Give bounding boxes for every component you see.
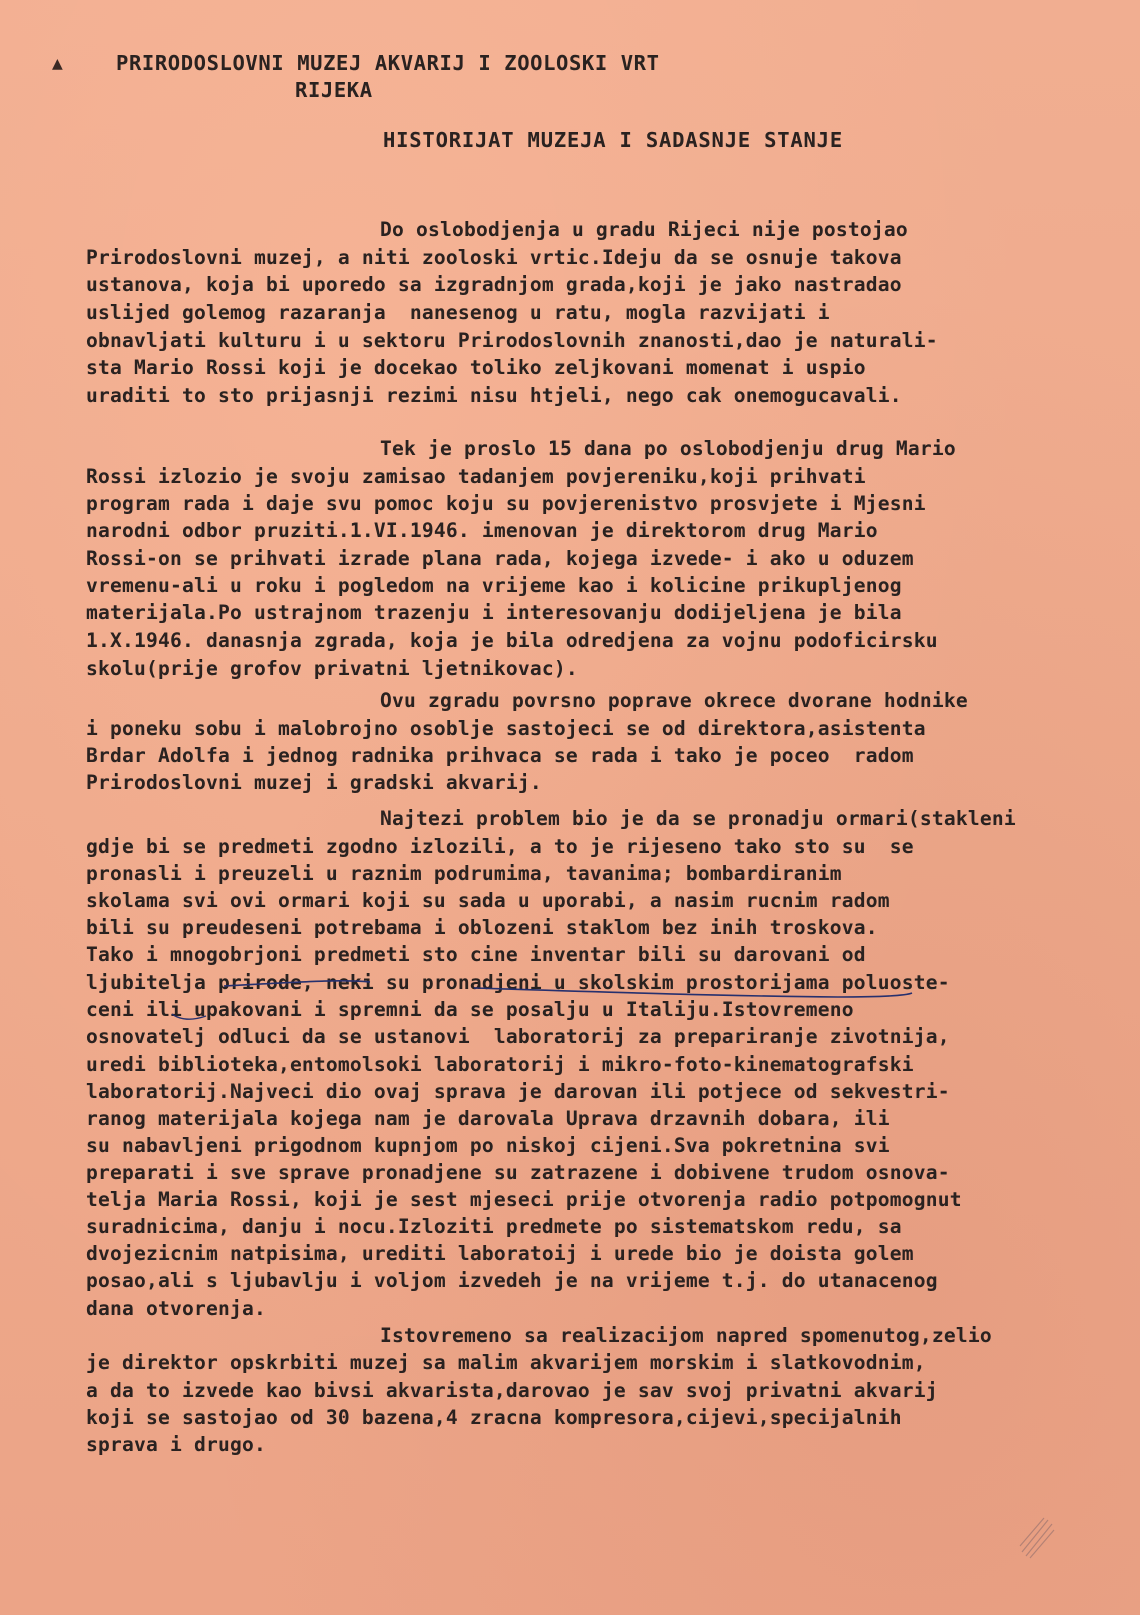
body-line: koji se sastojao od 30 bazena,4 zracna kompresora,cijevi,specijalnih [86,1406,902,1429]
body-line: preparati i sve sprave pronadjene su zatrazene i dobivene trudom osnova- [86,1161,950,1184]
body-line: ljubitelja prirode, neki su pronadjeni u skolskim prostorijama poluoste- [86,971,950,994]
document-title: HISTORIJAT MUZEJA I SADASNJE STANJE [383,128,843,152]
body-line: Rossi-on se prihvati izrade plana rada, kojega izvede- i ako u oduzem [86,547,914,570]
body-line: Istovremeno sa realizacijom napred spomenutog,zelio [380,1324,992,1347]
body-line: vremenu-ali u roku i pogledom na vrijeme kao i kolicine prikupljenog [86,574,902,597]
body-line: telja Maria Rossi, koji je sest mjeseci prije otvorenja radio potpomognut [86,1188,962,1211]
body-line: su nabavljeni prigodnom kupnjom po niskoj cijeni.Sva pokretnina svi [86,1134,890,1157]
body-line: a da to izvede kao bivsi akvarista,darovao je sav svoj privatni akvarij [86,1379,938,1402]
body-line: uraditi to sto prijasnji rezimi nisu htjeli, nego cak onemogucavali. [86,384,902,407]
body-line: osnovatelj odluci da se ustanovi laboratorij za prepariranje zivotnija, [86,1025,950,1048]
body-line: gdje bi se predmeti zgodno izlozili, a to je rijeseno tako sto su se [86,835,914,858]
institution-name: PRIRODOSLOVNI MUZEJ AKVARIJ I ZOOLOSKI VRT [116,51,660,75]
body-line: uslijed golemog razaranja nanesenog u ratu, mogla razvijati i [86,301,830,324]
body-line: je direktor opskrbiti muzej sa malim akvarijem morskim i slatkovodnim, [86,1351,926,1374]
body-line: Najtezi problem bio je da se pronadju ormari(stakleni [380,807,1016,830]
body-line: dana otvorenja. [86,1297,266,1320]
body-line: Tek je proslo 15 dana po oslobodjenju drug Mario [380,437,956,460]
body-line: Prirodoslovni muzej, a niti zooloski vrtic.Ideju da se osnuje takova [86,246,902,269]
body-line: sta Mario Rossi koji je docekao toliko zeljkovani momenat i uspio [86,356,866,379]
margin-mark: ▲ [52,56,63,72]
body-line: narodni odbor pruziti.1.VI.1946. imenovan je direktorom drug Mario [86,519,878,542]
city-name: RIJEKA [295,78,373,102]
body-line: bili su preudeseni potrebama i oblozeni staklom bez inih troskova. [86,916,878,939]
body-line: pronasli i preuzeli u raznim podrumima, tavanima; bombardiranim [86,862,842,885]
pen-smudge [1018,1512,1058,1560]
body-line: laboratorij.Najveci dio ovaj sprava je darovan ili potjece od sekvestri- [86,1080,950,1103]
body-line: sprava i drugo. [86,1433,266,1456]
body-line: ceni ili upakovani i spremni da se posalju u Italiju.Istovremeno [86,998,854,1021]
body-line: i poneku sobu i malobrojno osoblje sastojeci se od direktora,asistenta [86,717,926,740]
body-line: posao,ali s ljubavlju i voljom izvedeh je na vrijeme t.j. do utanacenog [86,1269,938,1292]
body-line: program rada i daje svu pomoc koju su povjerenistvo prosvjete i Mjesni [86,492,926,515]
body-line: Ovu zgradu povrsno poprave okrece dvorane hodnike [380,689,968,712]
body-line: Rossi izlozio je svoju zamisao tadanjem povjereniku,koji prihvati [86,465,866,488]
body-line: Brdar Adolfa i jednog radnika prihvaca se rada i tako je poceo radom [86,744,914,767]
body-line: dvojezicnim natpisima, urediti laboratoij i urede bio je doista golem [86,1242,914,1265]
body-line: suradnicima, danju i nocu.Izloziti predmete po sistematskom redu, sa [86,1215,902,1238]
body-line: skolama svi ovi ormari koji su sada u uporabi, a nasim rucnim radom [86,889,890,912]
body-line: ranog materijala kojega nam je darovala Uprava drzavnih dobara, ili [86,1107,890,1130]
body-line: ustanova, koja bi uporedo sa izgradnjom grada,koji je jako nastradao [86,273,902,296]
body-line: obnavljati kulturu i u sektoru Prirodoslovnih znanosti,dao je naturali- [86,329,938,352]
body-line: Prirodoslovni muzej i gradski akvarij. [86,771,542,794]
body-line: Do oslobodjenja u gradu Rijeci nije postojao [380,218,908,241]
body-line: 1.X.1946. danasnja zgrada, koja je bila odredjena za vojnu podoficirsku [86,629,938,652]
body-line: materijala.Po ustrajnom trazenju i interesovanju dodijeljena je bila [86,601,902,624]
body-line: uredi biblioteka,entomolsoki laboratorij i mikro-foto-kinematografski [86,1053,914,1076]
body-line: skolu(prije grofov privatni ljetnikovac). [86,657,578,680]
body-line: Tako i mnogobrjoni predmeti sto cine inventar bili su darovani od [86,943,866,966]
